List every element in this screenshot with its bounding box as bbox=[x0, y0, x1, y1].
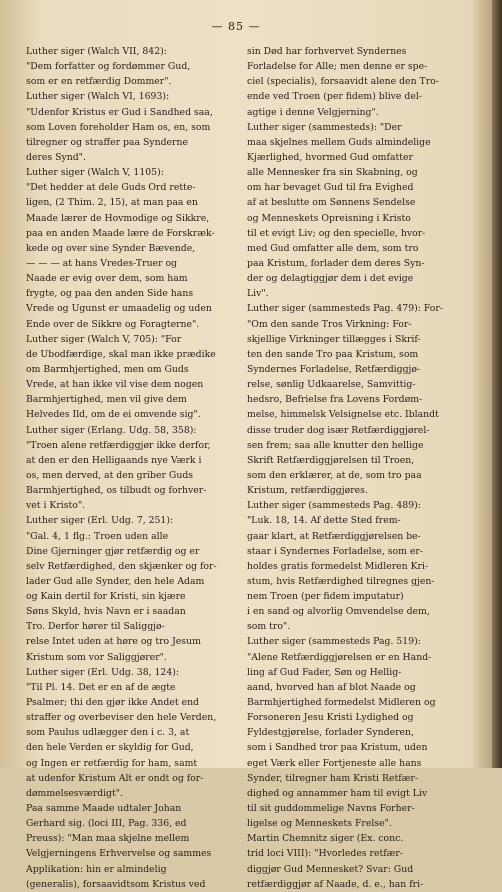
text-line: Psalmer; thi den gjør ikke Andet end bbox=[26, 697, 200, 709]
text-line: relse, sønlig Udkaarelse, Samvittig- bbox=[247, 379, 416, 391]
text-line: dømmelsesværdigt". bbox=[26, 787, 123, 799]
text-line: til sit guddommelige Navns Forher- bbox=[247, 803, 415, 815]
text-line: diggjør Gud Mennesket? Svar: Gud bbox=[247, 863, 414, 875]
text-line: ligen, (2 Thim. 2, 15), at man paa en bbox=[26, 197, 198, 209]
text-line: Preuss): "Man maa skjelne mellem bbox=[26, 833, 190, 845]
text-line: med Gud omfatter alle dem, som tro bbox=[247, 242, 419, 254]
text-line: gaar klart, at Retfærdiggjørelsen be- bbox=[247, 530, 421, 542]
text-line: staar i Syndernes Forladelse, som er- bbox=[247, 545, 423, 557]
text-line: som tro". bbox=[247, 621, 291, 633]
text-line: ten den sande Tro paa Kristum, som bbox=[247, 348, 419, 360]
text-line: "Gal. 4, 1 flg.: Troen uden alle bbox=[26, 530, 169, 542]
text-line: melse, himmelsk Velsignelse etc. Iblandt bbox=[247, 409, 439, 421]
text-line: Kristum, retfærdiggjøres. bbox=[247, 485, 368, 497]
text-line: Gerhard sig. (loci III, Pag. 336, ed bbox=[26, 818, 187, 830]
text-line: frygte, og paa den anden Side hans bbox=[26, 288, 194, 300]
book-spine-edge bbox=[492, 0, 502, 768]
text-line: aand, hvorved han af blot Naade og bbox=[247, 681, 416, 693]
text-line: og Menneskets Opreisning i Kristo bbox=[247, 212, 411, 224]
text-line: holdes gratis formedelst Midleren Kri- bbox=[247, 560, 429, 572]
text-line: Synder, tilregner ham Kristi Retfær- bbox=[247, 772, 418, 784]
text-line: Luther siger (Erlang. Udg. 58, 358): bbox=[26, 424, 197, 436]
text-line: selv Retfærdighed, den skjænker og for- bbox=[26, 560, 217, 572]
text-line: kede og over sine Synder Bævende, bbox=[26, 242, 196, 254]
text-line: dighed og annammer ham til evigt Liv bbox=[247, 787, 428, 799]
text-line: Luther siger (sammesteds Pag. 479): For- bbox=[247, 303, 443, 315]
text-line: Applikation: hin er almindelig bbox=[26, 863, 167, 875]
text-line: Luther siger (Walch VII, 842): bbox=[26, 46, 167, 57]
text-line: nem Troen (per fidem imputatur) bbox=[247, 591, 404, 603]
text-line: Luther siger (Erl. Udg. 38, 124): bbox=[26, 666, 180, 678]
text-line: — — — at hans Vredes-Truer og bbox=[26, 257, 178, 269]
text-line: maa skjelnes mellem Guds almindelige bbox=[247, 136, 431, 148]
text-line: Liv". bbox=[247, 288, 269, 300]
text-line: Barmhjertighed, os tilbudt og forhver- bbox=[26, 485, 207, 497]
text-line: og Ingen er retfærdig for ham, samt bbox=[26, 757, 198, 769]
text-line: "Troen alene retfærdiggjør ikke derfor, bbox=[26, 439, 211, 451]
text-line: Fyldestgjørelse, forlader Synderen, bbox=[247, 727, 414, 739]
text-line: i en sand og alvorlig Omvendelse dem, bbox=[247, 606, 430, 618]
text-line: der og delagtiggjør dem i det evige bbox=[247, 273, 414, 285]
text-line: Luther siger (Walch VI, 1693): bbox=[26, 91, 170, 103]
text-line: "Udenfor Kristus er Gud i Sandhed saa, bbox=[26, 106, 213, 118]
text-line: de Ubodfærdige, skal man ikke prædike bbox=[26, 348, 216, 360]
text-line: vet i Kristo". bbox=[26, 500, 86, 512]
text-line: Vrede og Ugunst er umaadelig og uden bbox=[26, 303, 212, 315]
text-line: til et evigt Liv; og den specielle, hvor- bbox=[247, 227, 426, 239]
text-line: Velgjerningens Erhvervelse og sammes bbox=[26, 848, 212, 860]
text-line: Ende over de Sikkre og Foragterne". bbox=[26, 318, 200, 330]
text-line: Vrede, at han ikke vil vise dem nogen bbox=[26, 379, 204, 391]
text-line: straffer og overbeviser den hele Verden, bbox=[26, 712, 217, 724]
text-line: retfærdiggjør af Naade, d. e., han fri- bbox=[247, 878, 424, 890]
text-line: som Loven foreholder Ham os, en, som bbox=[26, 121, 211, 133]
text-line: at den er den Helligaands nye Værk i bbox=[26, 454, 202, 466]
text-line: Maade lærer de Hovmodige og Sikkre, bbox=[26, 212, 210, 224]
text-line: stum, hvis Retfærdighed tilregnes gjen- bbox=[247, 575, 435, 587]
text-line: Barmhjertighed formedelst Midleren og bbox=[247, 697, 436, 709]
text-line: "Til Pl. 14. Det er en af de ægte bbox=[26, 681, 176, 693]
text-line: "Dem forfatter og fordømmer Gud, bbox=[26, 61, 191, 73]
text-line: at udenfor Kristum Alt er ondt og for- bbox=[26, 772, 204, 784]
text-line: ligelse og Menneskets Frelse". bbox=[247, 818, 392, 830]
right-text-column bbox=[247, 44, 469, 892]
text-line: Paa samme Maade udtaler Johan bbox=[26, 803, 182, 815]
text-line: Kristum som vor Saliggjører". bbox=[26, 651, 167, 663]
text-line: Syndernes Forladelse, Retfærdiggjø- bbox=[247, 363, 421, 375]
text-line: sin Død har forhvervet Syndernes bbox=[247, 46, 407, 57]
page-number: — 85 — bbox=[211, 20, 261, 33]
text-line: "Alene Retfærdiggjørelsen er en Hand- bbox=[247, 651, 432, 663]
text-line: Luther siger (sammesteds Pag. 519): bbox=[247, 636, 421, 648]
text-line: agtige i denne Velgjerning". bbox=[247, 106, 379, 118]
text-line: Luther siger (Walch V, 1105): bbox=[26, 167, 164, 179]
text-line: lader Gud alle Synder, den hele Adam bbox=[26, 575, 205, 587]
text-line: trid loci VIII): "Hvorledes retfær- bbox=[247, 848, 403, 860]
text-line: som i Sandhed tror paa Kristum, uden bbox=[247, 742, 428, 754]
text-line: hedsro, Befrielse fra Lovens Fordøm- bbox=[247, 394, 423, 406]
text-line: Tro. Derfor hører til Saliggjø- bbox=[26, 621, 165, 633]
text-line: og Kain dertil for Kristi, sin kjære bbox=[26, 591, 186, 603]
text-line: Naade er evig over dem, som ham bbox=[26, 273, 188, 285]
text-line: Søns Skyld, hvis Navn er i saadan bbox=[26, 606, 186, 618]
text-line: Luther siger (sammesteds Pag. 489): bbox=[247, 500, 421, 512]
text-line: Luther siger (Walch V, 705): "For bbox=[26, 333, 182, 345]
text-line: os, men derved, at den griber Guds bbox=[26, 469, 194, 481]
text-line: sen frem; saa alle knutter den hellige bbox=[247, 439, 424, 451]
text-line: Barmhjertighed, men vil give dem bbox=[26, 394, 187, 406]
text-line: om har bevaget Gud til fra Evighed bbox=[247, 182, 414, 194]
text-line: deres Synd". bbox=[26, 151, 86, 163]
text-line: som den erklærer, at de, som tro paa bbox=[247, 469, 422, 481]
text-line: "Det hedder at dele Guds Ord rette- bbox=[26, 182, 196, 194]
text-line: Dine Gjerninger gjør retfærdig og er bbox=[26, 545, 200, 557]
text-line: relse Intet uden at høre og tro Jesum bbox=[26, 636, 201, 648]
text-line: Luther siger (sammesteds): "Der bbox=[247, 121, 402, 133]
text-line: alle Mennesker fra sin Skabning, og bbox=[247, 167, 418, 179]
text-line: ling af Gud Fader, Søn og Hellig- bbox=[247, 666, 402, 678]
text-line: paa en anden Maade lære de Forskræk- bbox=[26, 227, 215, 239]
text-line: den hele Verden er skyldig for Gud, bbox=[26, 742, 194, 754]
text-line: ende ved Troen (per fidem) blive del- bbox=[247, 91, 422, 103]
text-line: eget Værk eller Fortjeneste alle hans bbox=[247, 757, 422, 769]
text-line: paa Kristum, forlader dem deres Syn- bbox=[247, 257, 425, 269]
text-line: Martin Chemnitz siger (Ex. conc. bbox=[247, 833, 404, 845]
text-line: som er en retfærdig Dommer". bbox=[26, 76, 172, 88]
text-line: ciel (specialis), forsaavidt alene den Tro- bbox=[247, 76, 439, 88]
text-line: "Om den sande Tros Virkning: For- bbox=[247, 318, 412, 330]
text-line: Forsoneren Jesu Kristi Lydighed og bbox=[247, 712, 414, 724]
text-line: disse truder dog især Retfærdiggjørel- bbox=[247, 424, 430, 436]
text-line: Skrift Retfærdiggjørelsen til Troen, bbox=[247, 454, 415, 466]
text-line: som Paulus udlægger den i c. 3, at bbox=[26, 727, 190, 739]
text-line: Helvedes Ild, om de ei omvende sig". bbox=[26, 409, 201, 421]
text-line: af at beslutte om Sønnens Sendelse bbox=[247, 197, 416, 209]
text-line: skjellige Virkninger tillægges i Skrif- bbox=[247, 333, 421, 345]
text-line: Luther siger (Erl. Udg. 7, 251): bbox=[26, 515, 174, 527]
text-line: (generalis), forsaavidtsom Kristus ved bbox=[26, 878, 206, 890]
text-line: tilregner og straffer paa Synderne bbox=[26, 136, 188, 148]
text-line: Forladelse for Alle; men denne er spe- bbox=[247, 61, 428, 73]
text-line: "Luk. 18, 14. Af dette Sted frem- bbox=[247, 515, 401, 527]
left-text-column bbox=[26, 44, 248, 892]
text-line: Kjærlighed, hvormed Gud omfatter bbox=[247, 151, 413, 163]
text-line: om Barmhjertighed, men om Guds bbox=[26, 363, 189, 375]
